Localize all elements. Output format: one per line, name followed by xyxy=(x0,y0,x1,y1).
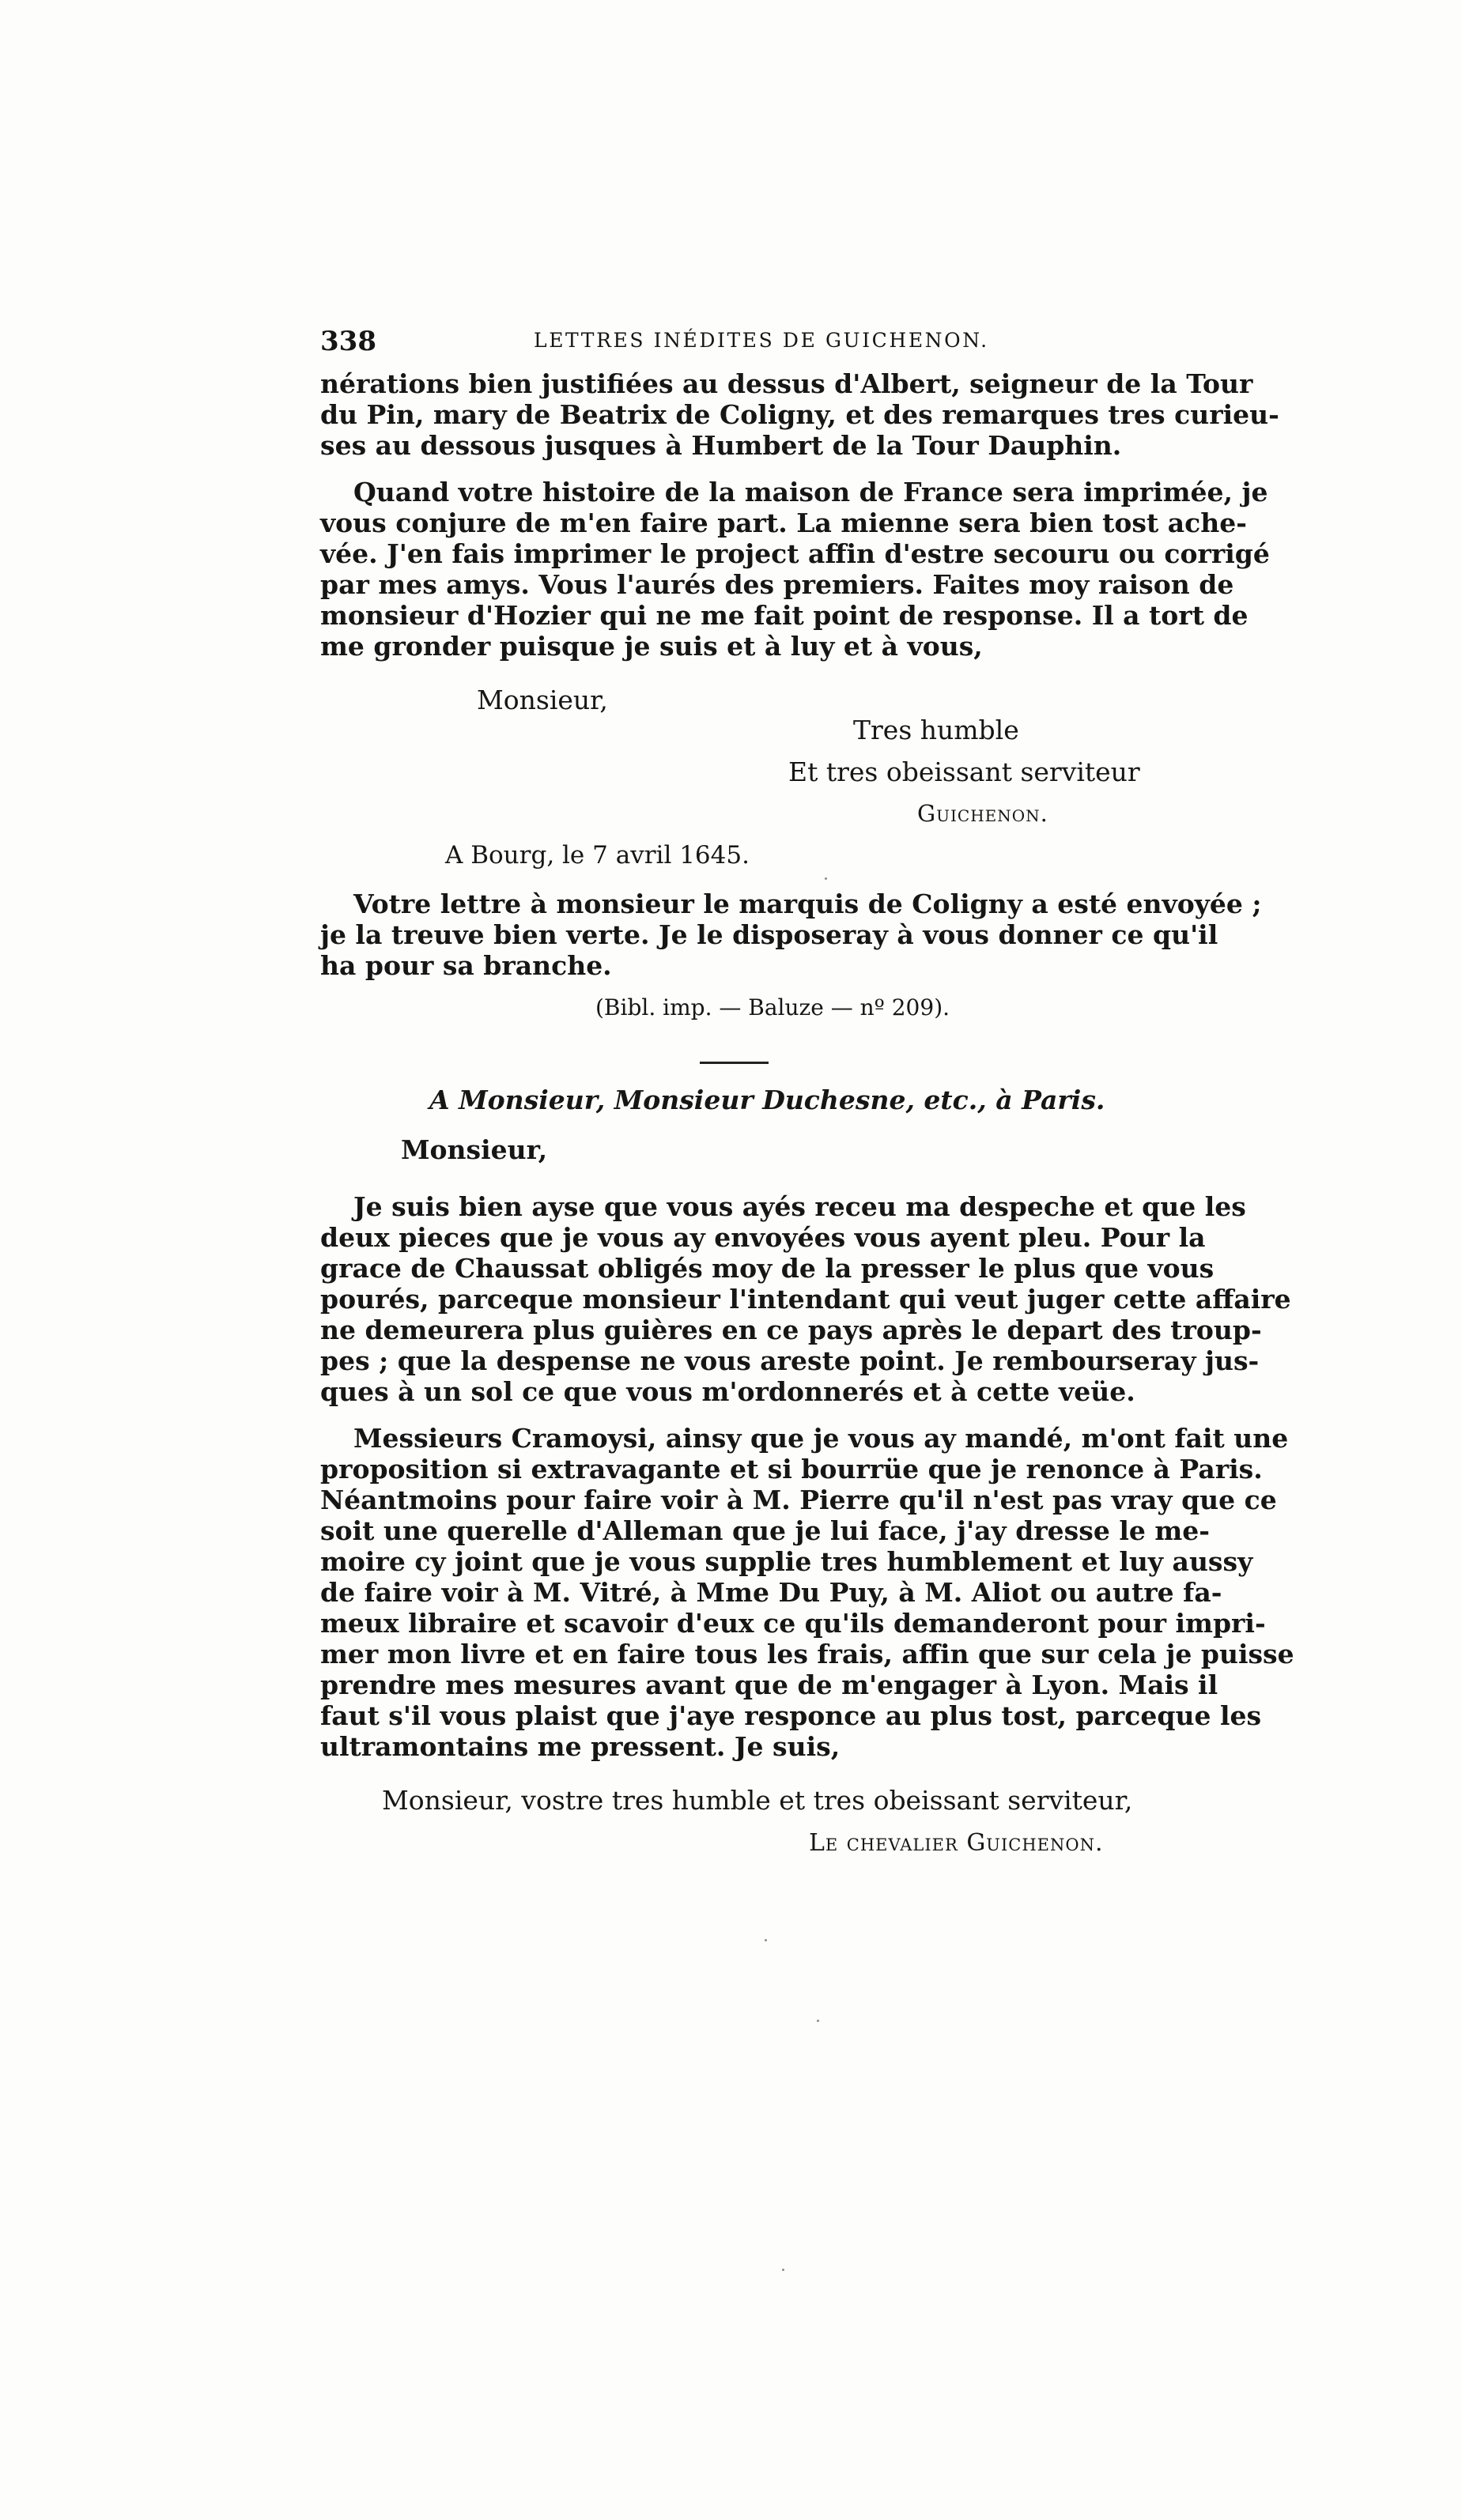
text-line: deux pieces que je vous ay envoyées vous ayent pleu. Pour la xyxy=(320,1222,1206,1253)
text-line: par mes amys. Vous l'aurés des premiers. Faites moy raison de xyxy=(320,569,1234,600)
text-line: pes ; que la despense ne vous areste point. Je rembourseray jus- xyxy=(320,1345,1260,1376)
text-line: me gronder puisque je suis et à luy et à vous, xyxy=(320,631,983,662)
text-line: vous conjure de m'en faire part. La mienne sera bien tost ache- xyxy=(320,507,1247,538)
running-title: LETTRES INÉDITES DE GUICHENON. xyxy=(534,329,989,352)
section-divider xyxy=(700,1062,769,1064)
text-line: Messieurs Cramoysi, ainsy que je vous ay mandé, m'ont fait une xyxy=(353,1423,1289,1454)
source-citation: (Bibl. imp. — Baluze — nº 209). xyxy=(595,994,950,1020)
text-line: ques à un sol ce que vous m'ordonnerés et à cette veüe. xyxy=(320,1376,1135,1407)
scan-speck xyxy=(825,877,827,880)
text-line: grace de Chaussat obligés moy de la presser le plus que vous xyxy=(320,1253,1215,1284)
text-line: ultramontains me pressent. Je suis, xyxy=(320,1731,841,1762)
text-line: monsieur d'Hozier qui ne me fait point de response. Il a tort de xyxy=(320,600,1249,631)
text-line: mer mon livre et en faire tous les frais, affin que sur cela je puisse xyxy=(320,1639,1294,1669)
closing-line: Et tres obeissant serviteur xyxy=(788,756,1140,787)
text-line: Néantmoins pour faire voir à M. Pierre qu'il n'est pas vray que ce xyxy=(320,1484,1277,1515)
text-line: de faire voir à M. Vitré, à Mme Du Puy, à M. Aliot ou autre fa- xyxy=(320,1577,1222,1608)
text-line: je la treuve bien verte. Je le disposeray à vous donner ce qu'il xyxy=(320,919,1218,950)
text-line: prendre mes mesures avant que de m'engager à Lyon. Mais il xyxy=(320,1669,1218,1700)
text-line: Je suis bien ayse que vous ayés receu ma despeche et que les xyxy=(353,1191,1246,1222)
salutation: Monsieur, xyxy=(477,685,608,715)
running-head xyxy=(320,326,989,357)
scan-speck xyxy=(765,1939,767,1941)
closing-line: Tres humble xyxy=(853,715,1019,745)
closing-line: Monsieur, vostre tres humble et tres obeissant serviteur, xyxy=(382,1785,1133,1816)
text-line: pourés, parceque monsieur l'intendant qui veut juger cette affaire xyxy=(320,1284,1291,1315)
scan-speck xyxy=(782,2269,784,2271)
text-line: meux libraire et scavoir d'eux ce qu'ils demanderont pour impri- xyxy=(320,1608,1266,1639)
letter-date: A Bourg, le 7 avril 1645. xyxy=(445,841,750,870)
signature: Le chevalier Guichenon. xyxy=(809,1829,1104,1857)
text-line: moire cy joint que je vous supplie tres humblement et luy aussy xyxy=(320,1546,1253,1577)
text-line: vée. J'en fais imprimer le project affin d'estre secouru ou corrigé xyxy=(320,538,1270,569)
text-line: ne demeurera plus guières en ce pays après le depart des troup- xyxy=(320,1315,1262,1345)
text-line: ses au dessous jusques à Humbert de la Tour Dauphin. xyxy=(320,430,1122,461)
page-number: 338 xyxy=(320,326,376,357)
text-line: nérations bien justifiées au dessus d'Albert, seigneur de la Tour xyxy=(320,368,1253,399)
text-line: faut s'il vous plaist que j'aye responce au plus tost, parceque les xyxy=(320,1700,1262,1731)
letter-address: A Monsieur, Monsieur Duchesne, etc., à Paris. xyxy=(429,1085,1105,1115)
text-line: Votre lettre à monsieur le marquis de Coligny a esté envoyée ; xyxy=(353,888,1262,919)
text-line: soit une querelle d'Alleman que je lui face, j'ay dresse le me- xyxy=(320,1515,1210,1546)
scan-speck xyxy=(817,2020,819,2022)
text-line: Quand votre histoire de la maison de France sera imprimée, je xyxy=(353,477,1268,507)
signature: Guichenon. xyxy=(917,800,1048,827)
salutation: Monsieur, xyxy=(401,1134,548,1165)
text-line: proposition si extravagante et si bourrüe que je renonce à Paris. xyxy=(320,1454,1263,1484)
text-line: du Pin, mary de Beatrix de Coligny, et des remarques tres curieu- xyxy=(320,399,1279,430)
text-line: ha pour sa branche. xyxy=(320,950,612,981)
